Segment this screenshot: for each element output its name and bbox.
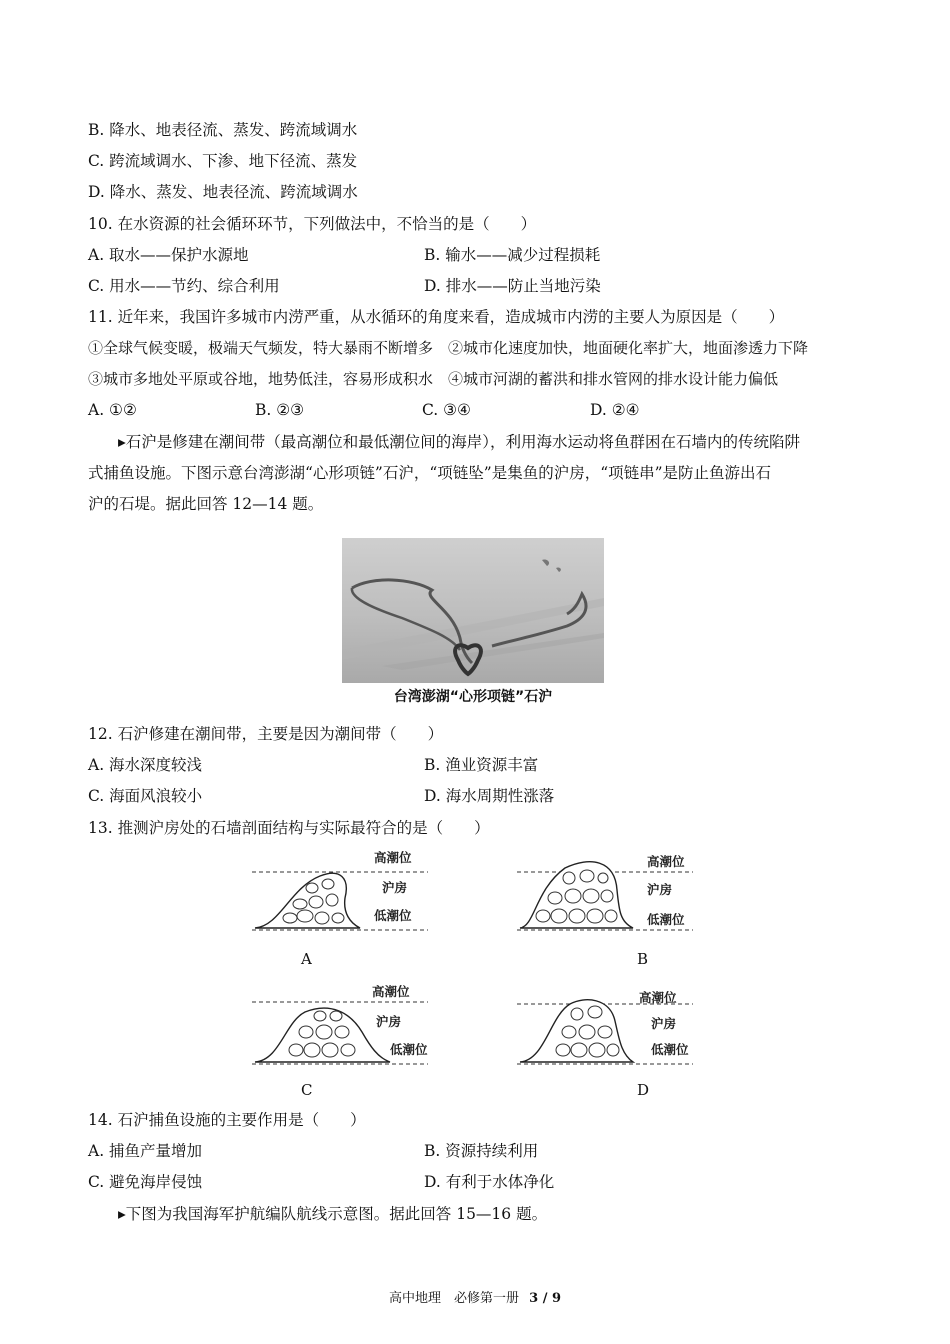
label-high-tide: 高潮位 <box>639 990 677 1005</box>
intro-text-2: 式捕鱼设施。下图示意台湾澎湖“心形项链”石沪，“项链坠”是集鱼的沪房，“项链串”是防止鱼游出石 <box>88 464 772 482</box>
option-label-d: D <box>637 1081 650 1099</box>
q11-option-d: D. ②④ <box>590 401 640 419</box>
question-10: 10. 在水资源的社会循环环节，下列做法中，不恰当的是（ ） <box>88 215 537 233</box>
q12-option-c: C. 海面风浪较小 <box>88 787 203 805</box>
q9-option-d: D. 降水、蒸发、地表径流、跨流域调水 <box>88 183 358 201</box>
q14-option-b: B. 资源持续利用 <box>424 1142 539 1160</box>
label-high-tide: 高潮位 <box>647 854 685 869</box>
option-label-a: A <box>301 950 312 968</box>
intro-text-4: ▸下图为我国海军护航编队航线示意图。据此回答 15—16 题。 <box>118 1205 548 1223</box>
q9-option-b: B. 降水、地表径流、蒸发、跨流域调水 <box>88 121 358 139</box>
q11-statement-3-4: ③城市多地处平原或谷地，地势低洼，容易形成积水 ④城市河湖的蓄洪和排水管网的排水设计能力偏低 <box>88 370 779 388</box>
q14-option-d: D. 有利于水体净化 <box>424 1173 555 1191</box>
question-12: 12. 石沪修建在潮间带，主要是因为潮间带（ ） <box>88 725 444 743</box>
photo-caption: 台湾澎湖“心形项链”石沪 <box>393 689 553 705</box>
q11-option-b: B. ②③ <box>255 401 305 419</box>
profile-diagram-d <box>515 986 695 1086</box>
q10-option-a: A. 取水——保护水源地 <box>88 246 249 264</box>
intro-text-3: 沪的石堤。据此回答 12—14 题。 <box>88 495 324 513</box>
label-weir-house: 沪房 <box>382 880 408 895</box>
profile-diagram-a <box>250 848 430 948</box>
intro-text-1: ▸石沪是修建在潮间带（最高潮位和最低潮位间的海岸），利用海水运动将鱼群困在石墙内的传统陷阱 <box>118 433 801 451</box>
footer-page-number: 3 / 9 <box>529 1291 562 1306</box>
label-low-tide: 低潮位 <box>390 1042 428 1057</box>
stone-weir-photo <box>342 538 604 683</box>
q11-option-a: A. ①② <box>88 401 137 419</box>
q14-option-a: A. 捕鱼产量增加 <box>88 1142 203 1160</box>
option-label-c: C <box>301 1081 313 1099</box>
page-footer <box>0 1287 950 1306</box>
label-weir-house: 沪房 <box>376 1014 402 1029</box>
q12-option-a: A. 海水深度较浅 <box>88 756 203 774</box>
profile-diagram-c <box>250 982 430 1082</box>
label-high-tide: 高潮位 <box>374 850 412 865</box>
q12-option-d: D. 海水周期性涨落 <box>424 787 555 805</box>
label-weir-house: 沪房 <box>647 882 673 897</box>
question-11: 11. 近年来，我国许多城市内涝严重，从水循环的角度来看，造成城市内涝的主要人为原因是（ ） <box>88 308 785 326</box>
q10-option-b: B. 输水——减少过程损耗 <box>424 246 601 264</box>
option-label-b: B <box>637 950 649 968</box>
footer-course: 高中地理 必修第一册 <box>388 1291 519 1306</box>
label-weir-house: 沪房 <box>651 1016 677 1031</box>
q10-option-c: C. 用水——节约、综合利用 <box>88 277 280 295</box>
question-13: 13. 推测沪房处的石墙剖面结构与实际最符合的是（ ） <box>88 819 490 837</box>
profile-diagram-b <box>515 850 695 950</box>
label-low-tide: 低潮位 <box>651 1042 689 1057</box>
q11-statement-1-2: ①全球气候变暖，极端天气频发，特大暴雨不断增多 ②城市化速度加快，地面硬化率扩大，地面渗透力下降 <box>88 339 809 357</box>
question-14: 14. 石沪捕鱼设施的主要作用是（ ） <box>88 1111 366 1129</box>
q12-option-b: B. 渔业资源丰富 <box>424 756 539 774</box>
label-high-tide: 高潮位 <box>372 984 410 999</box>
q9-option-c: C. 跨流域调水、下渗、地下径流、蒸发 <box>88 152 358 170</box>
label-low-tide: 低潮位 <box>374 908 412 923</box>
q10-option-d: D. 排水——防止当地污染 <box>424 277 601 295</box>
q11-option-c: C. ③④ <box>422 401 471 419</box>
q14-option-c: C. 避免海岸侵蚀 <box>88 1173 203 1191</box>
label-low-tide: 低潮位 <box>647 912 685 927</box>
